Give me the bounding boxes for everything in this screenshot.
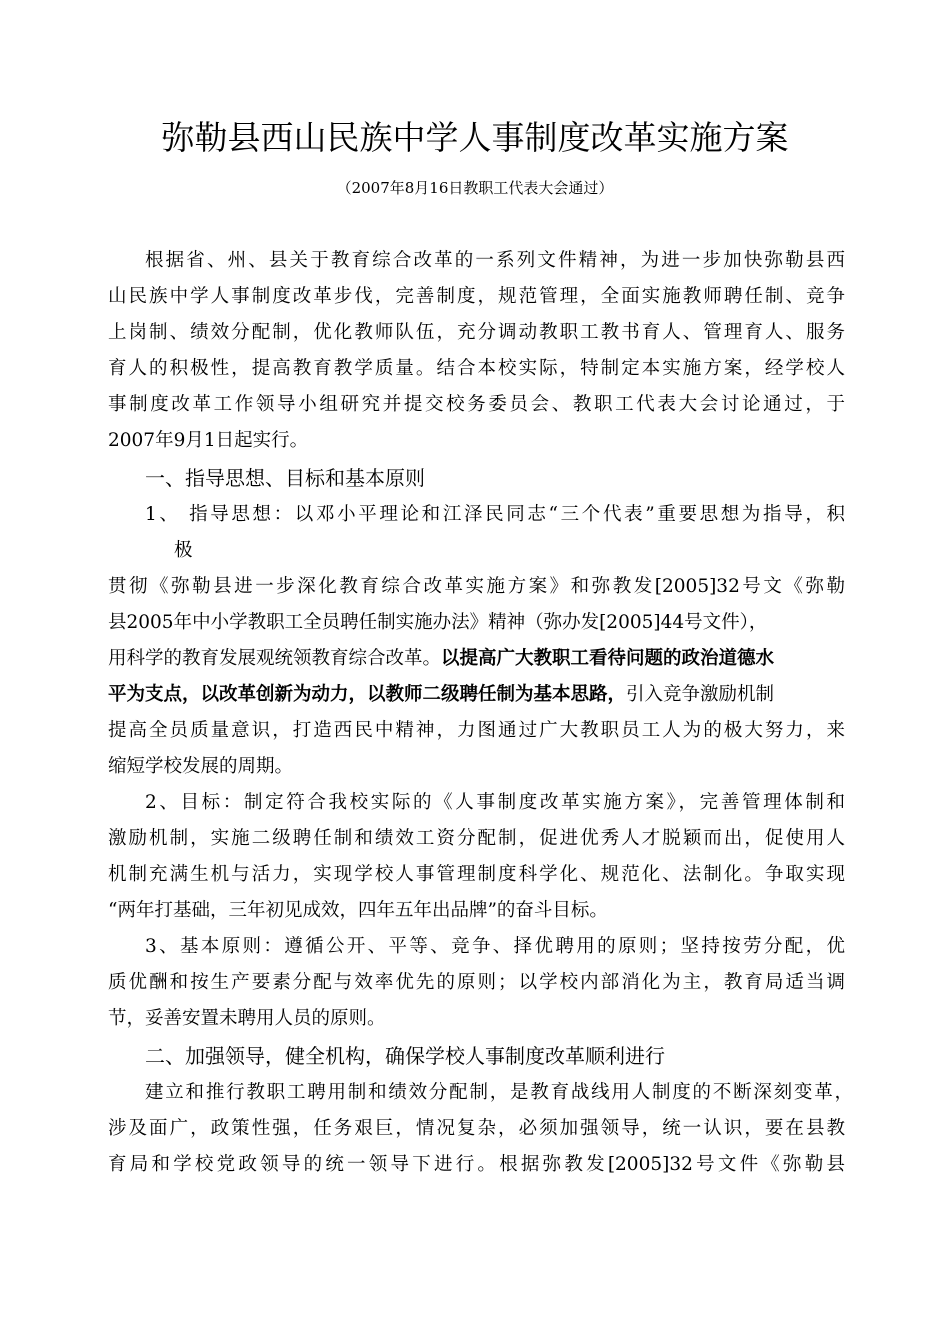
intro-line: 事制度改革工作领导小组研究并提交校务委员会、教职工代表大会讨论通过，于	[108, 394, 845, 415]
guiding-thought-line: 提高全员质量意识，打造西民中精神，力图通过广大教职员工人为的极大努力，来	[108, 720, 845, 741]
guiding-thought-line	[108, 647, 845, 671]
goal-line: 激励机制，实施二级聘任制和绩效工资分配制，促进优秀人才脱颖而出，促使用人	[108, 828, 845, 849]
guiding-thought-text: 用科学的教育发展观统领教育综合改革。	[108, 648, 442, 669]
document-title: 弥勒县西山民族中学人事制度改革实施方案	[161, 118, 789, 157]
goal-line: 机制充满生机与活力，实现学校人事管理制度科学化、规范化、法制化。争取实现	[108, 864, 845, 885]
goal-line: 2、目标：制定符合我校实际的《人事制度改革实施方案》，完善管理体制和	[145, 792, 845, 813]
guiding-thought-text: 引入竞争激励机制	[626, 684, 775, 705]
intro-line: 山民族中学人事制度改革步伐，完善制度，规范管理，全面实施教师聘任制、竞争	[108, 286, 845, 307]
goal-line: “两年打基础，三年初见成效，四年五年出品牌”的奋斗目标。	[108, 900, 608, 921]
section2-line: 育局和学校党政领导的统一领导下进行。根据弥教发[2005]32号文件《弥勒县	[108, 1154, 845, 1175]
intro-line: 育人的积极性，提高教育教学质量。结合本校实际，特制定本实施方案，经学校人	[108, 358, 845, 379]
principle-line: 3、基本原则：遵循公开、平等、竞争、择优聘用的原则；坚持按劳分配，优	[145, 936, 845, 957]
intro-line: 2007年9月1日起实行。	[108, 430, 309, 451]
section2-line: 建立和推行教职工聘用制和绩效分配制，是教育战线用人制度的不断深刻变革，	[145, 1082, 853, 1103]
guiding-thought-line: 贯彻《弥勒县进一步深化教育综合改革实施方案》和弥教发[2005]32号文《弥勒	[108, 576, 845, 597]
guiding-thought-line	[108, 683, 774, 707]
guiding-thought-line: 极	[174, 540, 193, 561]
section-heading: 二、加强领导，健全机构，确保学校人事制度改革顺利进行	[145, 1044, 665, 1068]
document-subtitle: （2007年8月16日教职工代表大会通过）	[336, 179, 614, 197]
guiding-thought-line: 县2005年中小学教职工全员聘任制实施办法》精神（弥办发[2005]44号文件），	[108, 612, 768, 633]
guiding-thought-line: 1、 指导思想：以邓小平理论和江泽民同志“三个代表”重要思想为指导，积	[145, 504, 845, 525]
guiding-thought-line: 缩短学校发展的周期。	[108, 756, 294, 777]
guiding-thought-emphasis: 平为支点，以改革创新为动力，以教师二级聘任制为基本思路，	[108, 684, 627, 705]
intro-line: 上岗制、绩效分配制，优化教师队伍，充分调动教职工教书育人、管理育人、服务	[108, 322, 845, 343]
section2-line: 涉及面广，政策性强，任务艰巨，情况复杂，必须加强领导，统一认识，要在县教	[108, 1118, 845, 1139]
intro-line: 根据省、州、县关于教育综合改革的一系列文件精神，为进一步加快弥勒县西	[145, 250, 845, 271]
principle-line: 质优酬和按生产要素分配与效率优先的原则；以学校内部消化为主，教育局适当调	[108, 972, 845, 993]
principle-line: 节，妥善安置未聘用人员的原则。	[108, 1008, 386, 1029]
section-heading: 一、指导思想、目标和基本原则	[145, 466, 425, 490]
guiding-thought-emphasis: 以提高广大教职工看待问题的政治道德水	[441, 648, 775, 669]
